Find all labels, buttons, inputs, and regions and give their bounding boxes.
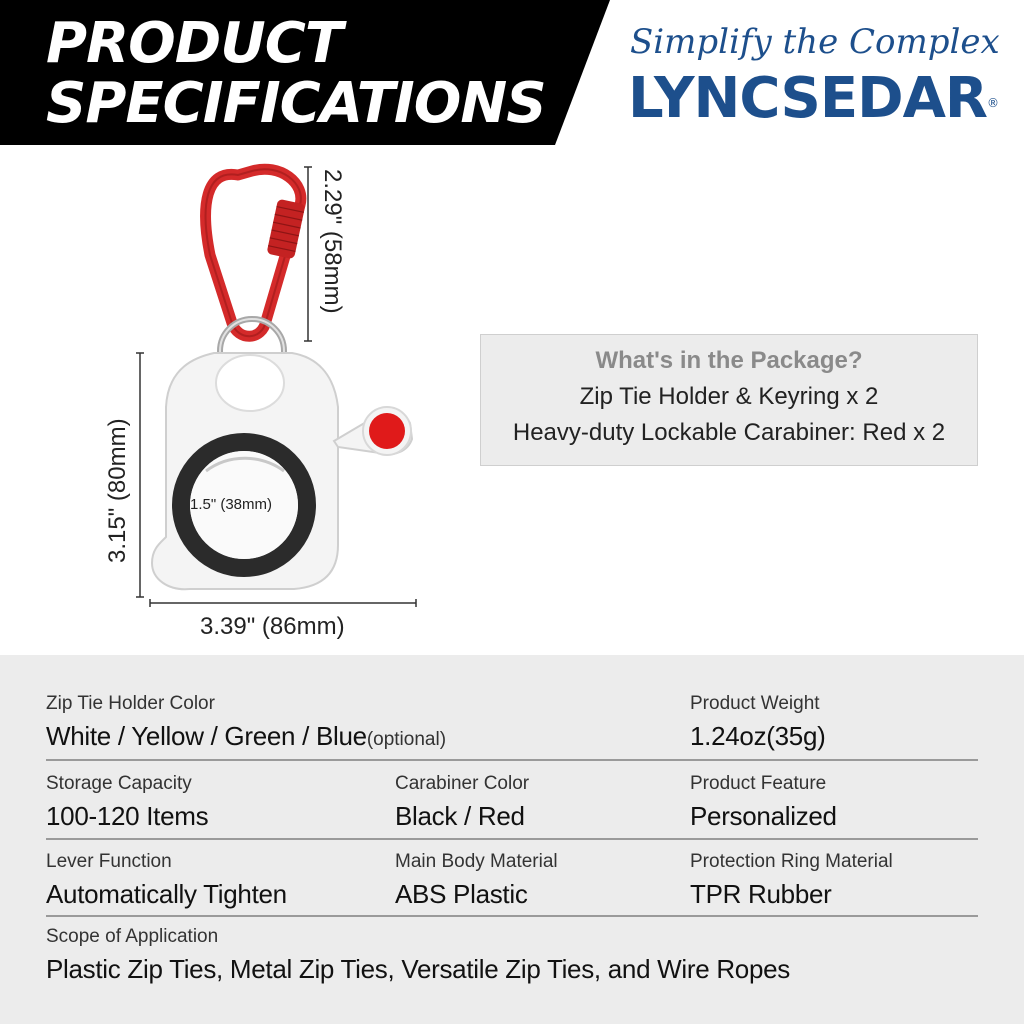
registered-mark: ® [987, 96, 1000, 110]
package-contents-box [480, 334, 978, 466]
spec-label: Product Feature [690, 773, 827, 794]
spec-holder-color [46, 693, 446, 752]
spec-ring-material [690, 851, 893, 910]
spec-value: TPR Rubber [690, 879, 832, 909]
spec-value: ABS Plastic [395, 879, 528, 909]
page-title-line1: PRODUCT [46, 11, 343, 76]
product-illustration [0, 145, 480, 655]
spec-label: Zip Tie Holder Color [46, 693, 215, 714]
spec-label: Scope of Application [46, 926, 219, 947]
divider [46, 915, 978, 917]
spec-label: Protection Ring Material [690, 851, 893, 872]
spec-weight [690, 693, 825, 752]
optional-note: (optional) [366, 729, 447, 750]
carabiner [206, 169, 306, 336]
spec-label: Carabiner Color [395, 773, 530, 794]
spec-label: Storage Capacity [46, 773, 192, 794]
brand-logo [628, 66, 1000, 131]
spec-label: Product Weight [690, 693, 820, 714]
brand-name: LYNCSEDAR [628, 66, 988, 131]
brand-tagline: Simplify the Complex [630, 22, 1000, 62]
product-drawing [0, 145, 480, 655]
body-height-label: 3.15" (80mm) [104, 418, 131, 563]
spec-label: Lever Function [46, 851, 172, 872]
spec-lever [46, 851, 287, 910]
spec-carabiner-color [395, 773, 529, 832]
spec-value: Automatically Tighten [46, 879, 287, 909]
spec-label: Main Body Material [395, 851, 558, 872]
spec-value: 100-120 Items [46, 801, 209, 831]
body-width-label: 3.39" (86mm) [200, 613, 345, 640]
specifications-panel [0, 655, 1024, 1024]
page-title-line2: SPECIFICATIONS [46, 71, 546, 136]
spec-value: Black / Red [395, 801, 525, 831]
spec-value: Plastic Zip Ties, Metal Zip Ties, Versatile Zip Ties, and Wire Ropes [46, 954, 790, 984]
spec-body-material [395, 851, 558, 910]
package-item: Heavy-duty Lockable Carabiner: Red x 2 [512, 419, 946, 446]
carabiner-height-label: 2.29" (58mm) [319, 169, 346, 314]
spec-feature [690, 773, 837, 832]
divider [46, 838, 978, 840]
spec-capacity [46, 773, 208, 832]
spec-value: 1.24oz(35g) [690, 721, 826, 751]
spec-value: Personalized [690, 801, 837, 831]
spec-value: White / Yellow / Green / Blue(optional) [46, 721, 447, 751]
ring-diameter-label: 1.5" (38mm) [190, 496, 273, 513]
holder-body [152, 353, 412, 589]
spec-application [46, 926, 790, 985]
lever-button [369, 413, 405, 449]
divider [46, 759, 978, 761]
package-title: What's in the Package? [595, 347, 863, 374]
package-item: Zip Tie Holder & Keyring x 2 [579, 383, 879, 410]
